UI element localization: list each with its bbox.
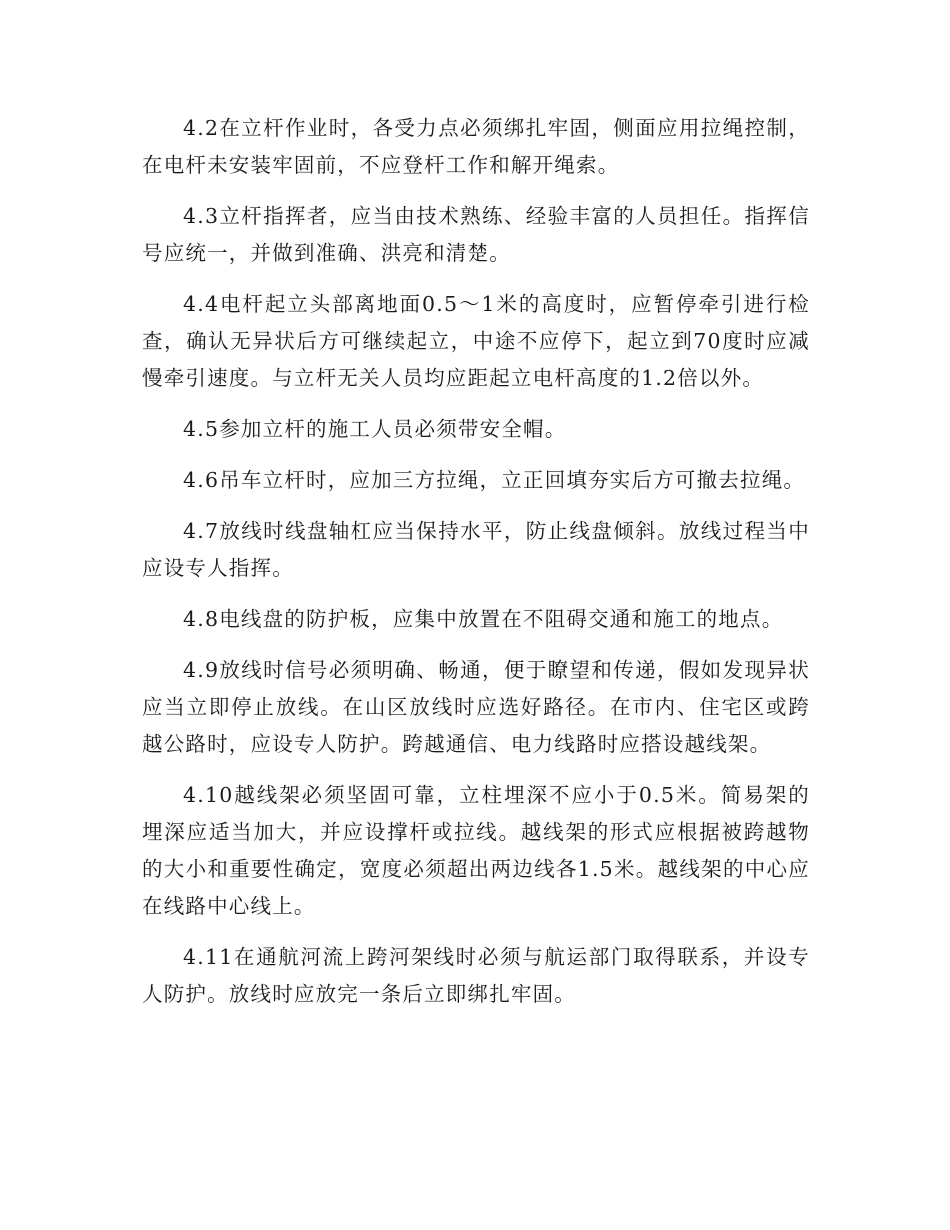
paragraph-4-6: 4.6吊车立杆时，应加三方拉绳，立正回填夯实后方可撤去拉绳。	[183, 468, 806, 492]
paragraph-4-11: 4.11在通航河流上跨河架线时必须与航运部门取得联系，并设专人防护。放线时应放完一条后立即绑扎牢固。	[142, 945, 810, 1006]
paragraph-4-9: 4.9放线时信号必须明确、畅通，便于瞭望和传递，假如发现异状应当立即停止放线。在山区放线时应选好路径。在市内、住宅区或跨越公路时，应设专人防护。跨越通信、电力线路时应搭设越线架。	[142, 658, 810, 756]
paragraph-4-10: 4.10越线架必须坚固可靠，立柱埋深不应小于0.5米。简易架的埋深应适当加大，并应设撑杆或拉线。越线架的形式应根据被跨越物的大小和重要性确定，宽度必须超出两边线各1.5米。越线架的中心应在线路中心线上。	[142, 783, 810, 918]
paragraph-4-5: 4.5参加立杆的施工人员必须带安全帽。	[183, 417, 567, 441]
paragraph-4-4: 4.4电杆起立头部离地面0.5～1米的高度时，应暂停牵引进行检查，确认无异状后方可继续起立，中途不应停下，起立到70度时应减慢牵引速度。与立杆无关人员均应距起立电杆高度的1.2倍以外。	[142, 292, 810, 390]
document-page	[142, 110, 810, 1027]
paragraph-4-8: 4.8电线盘的防护板，应集中放置在不阻碍交通和施工的地点。	[183, 607, 784, 631]
paragraph-4-3: 4.3立杆指挥者，应当由技术熟练、经验丰富的人员担任。指挥信号应统一，并做到准确、洪亮和清楚。	[142, 204, 810, 265]
paragraph-4-2: 4.2在立杆作业时，各受力点必须绑扎牢固，侧面应用拉绳控制，在电杆未安装牢固前，不应登杆工作和解开绳索。	[142, 116, 810, 177]
paragraph-4-7: 4.7放线时线盘轴杠应当保持水平，防止线盘倾斜。放线过程当中应设专人指挥。	[142, 519, 810, 580]
